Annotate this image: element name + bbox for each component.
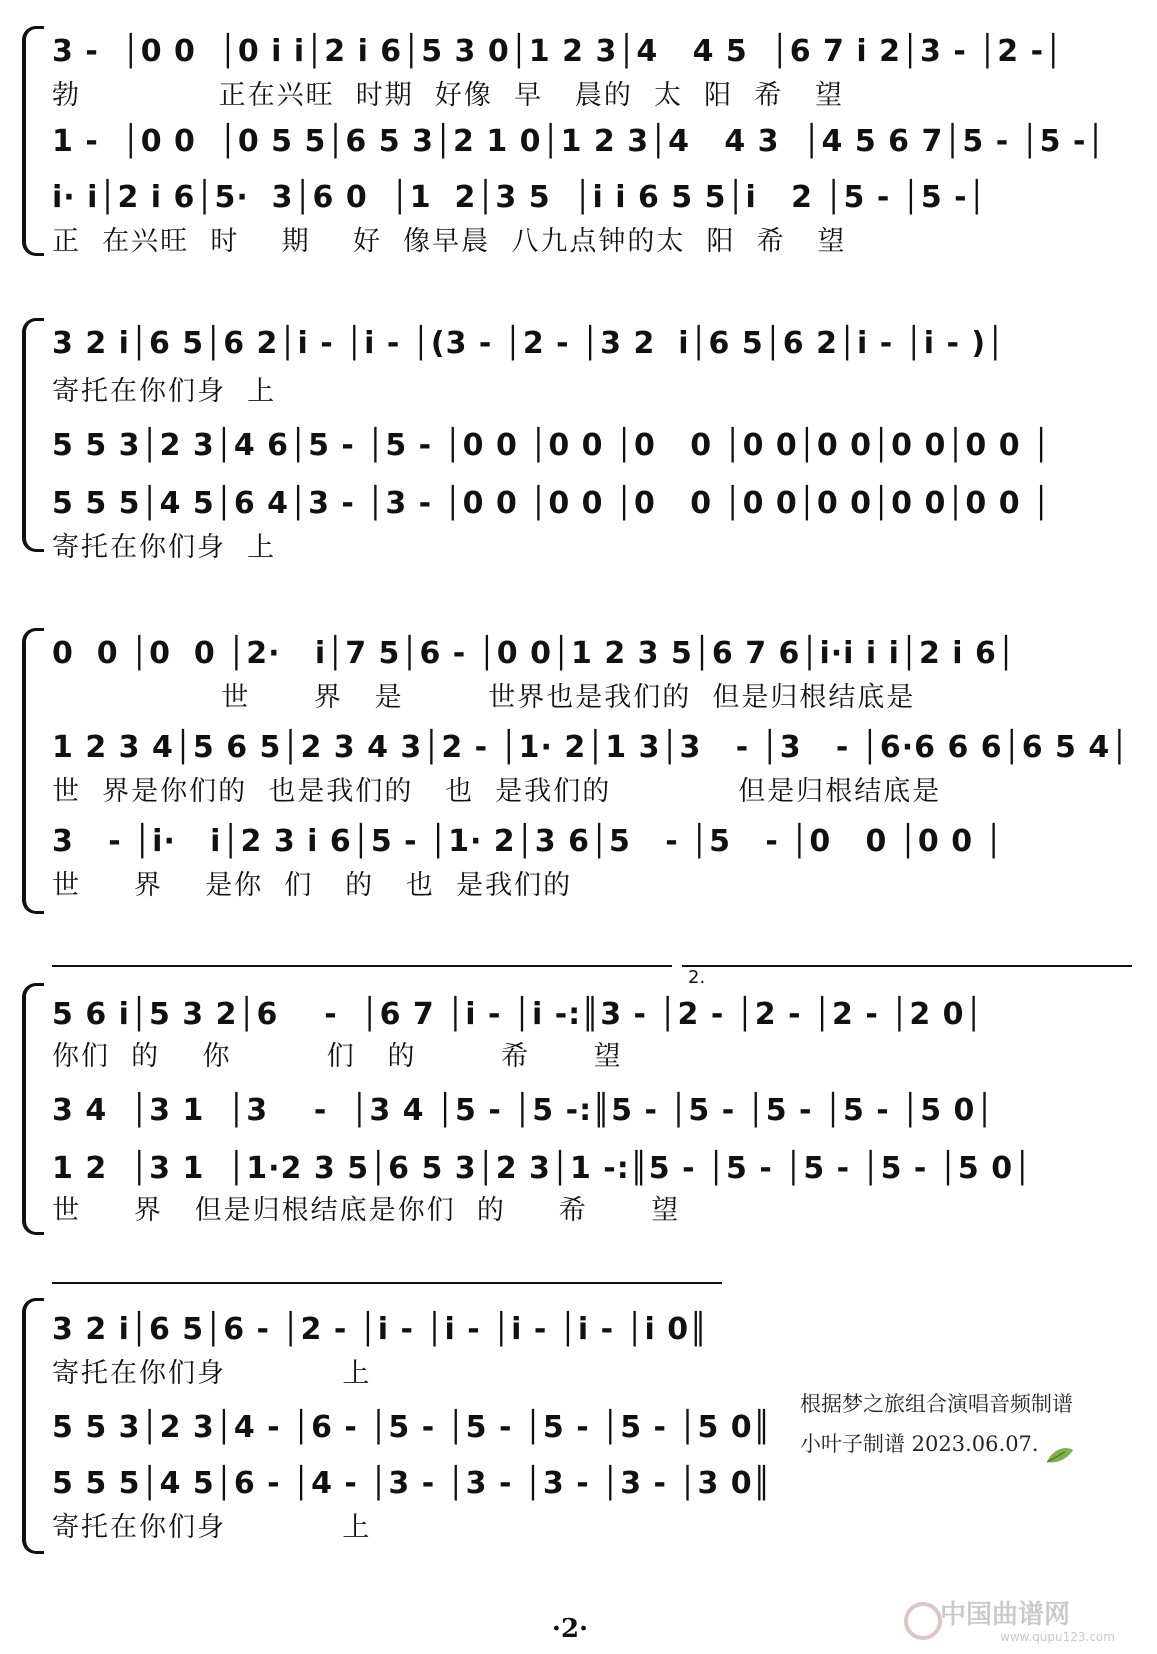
volta-label: 2. [688, 967, 706, 988]
bass-lyrics: 正 在兴旺 时 期 好 像早晨 八九点钟的太 阳 希 望 [52, 226, 847, 257]
ending-bracket [52, 1282, 722, 1284]
credits [800, 1384, 1140, 1464]
system-brace [22, 628, 44, 914]
alto-staff: 1 - │0 0 │0 5 5│6 5 3│2 1 0│1 2 3│4 4 3 │4 5 6 7│5 - │5 -│ [52, 124, 1106, 159]
soprano-lyrics: 勃 正在兴旺 时期 好像 早 晨的 太 阳 希 望 [52, 80, 845, 111]
alto-staff: 1 2 3 4│5 6 5│2 3 4 3│2 - │1· 2│1 3│3 - │3 - │6·6 6 6│6 5 4│ [52, 730, 1130, 765]
watermark-url: www.qupu123.com [1000, 1630, 1115, 1644]
bass-staff: 5 5 5│4 5│6 4│3 - │3 - │0 0 │0 0 │0 0 │0 0│0 0│0 0│0 0 │ [52, 486, 1052, 521]
alto-lyrics: 世 界是你们的 也是我们的 也 是我们的 但是归根结底是 [52, 776, 942, 807]
soprano-lyrics: 寄托在你们身 上 [52, 1358, 372, 1389]
score-system-2 [22, 312, 1134, 562]
credit-arranger [800, 1424, 1140, 1464]
page-number: ·2· [551, 1614, 589, 1644]
system-brace [22, 983, 44, 1235]
system-brace [22, 1298, 44, 1554]
score-system-1 [22, 20, 1134, 260]
first-ending-bracket [52, 965, 672, 967]
bass-staff: i· i│2 i 6│5· 3│6 0 │1 2│3 5 │i i 6 5 5│i 2 │5 - │5 -│ [52, 180, 987, 215]
logo-mark-icon [904, 1602, 942, 1640]
soprano-staff: 3 - │0 0 │0 i i│2 i 6│5 3 0│1 2 3│4 4 5 │6 7 i 2│3 - │2 -│ [52, 34, 1064, 69]
bass-staff: 5 5 5│4 5│6 - │4 - │3 - │3 - │3 - │3 - │3 0║ [52, 1466, 772, 1501]
score-system-3 [22, 622, 1134, 922]
watermark-brand: 中国曲谱网 [940, 1600, 1071, 1630]
soprano-staff: 3 2 i│6 5│6 2│i - │i - │(3 - │2 - │3 2 i│6 5│6 2│i - │i - )│ [52, 326, 1006, 361]
credit-source: 根据梦之旅组合演唱音频制谱 [800, 1392, 1073, 1416]
soprano-staff: 3 2 i│6 5│6 - │2 - │i - │i - │i - │i - │i 0║ [52, 1312, 709, 1347]
score-system-5 [22, 1282, 772, 1562]
soprano-staff: 5 6 i│5 3 2│6 - │6 7 │i - │i -:║3 - │2 - │2 - │2 - │2 0│ [52, 997, 984, 1032]
soprano-lyrics: 寄托在你们身 上 [52, 376, 277, 407]
soprano-lyrics: 你们 的 你 们 的 希 望 [52, 1041, 623, 1072]
bass-staff: 3 - │i· i│2 3 i 6│5 - │1· 2│3 6│5 - │5 - │0 0 │0 0 │ [52, 824, 1004, 859]
soprano-staff: 0 0 │0 0 │2· i│7 5│6 - │0 0│1 2 3 5│6 7 6│i·i i i│2 i 6│ [52, 636, 1016, 671]
system-brace [22, 318, 44, 552]
bass-lyrics: 世 界 是你 们 的 也 是我们的 [52, 870, 573, 901]
bass-lyrics: 世 界 但是归根结底是你们 的 希 望 [52, 1195, 681, 1226]
soprano-lyrics: 世 界 是 世界也是我们的 但是归根结底是 [52, 682, 916, 713]
watermark-logo [940, 1600, 1150, 1650]
score-system-4 [22, 965, 1134, 1235]
credit-arranger-text: 小叶子制谱 2023.06.07. [800, 1432, 1039, 1456]
system-brace [22, 26, 44, 256]
second-ending-bracket [682, 965, 1132, 967]
leaf-icon [1045, 1437, 1075, 1455]
alto-staff: 5 5 3│2 3│4 6│5 - │5 - │0 0 │0 0 │0 0 │0 0│0 0│0 0│0 0 │ [52, 428, 1052, 463]
bass-lyrics: 寄托在你们身 上 [52, 532, 277, 563]
alto-staff: 5 5 3│2 3│4 - │6 - │5 - │5 - │5 - │5 - │5 0║ [52, 1410, 772, 1445]
alto-staff: 3 4 │3 1 │3 - │3 4 │5 - │5 -:║5 - │5 - │5 - │5 - │5 0│ [52, 1093, 995, 1128]
bass-staff: 1 2 │3 1 │1·2 3 5│6 5 3│2 3│1 -:║5 - │5 - │5 - │5 - │5 0│ [52, 1151, 1033, 1186]
bass-lyrics: 寄托在你们身 上 [52, 1512, 372, 1543]
